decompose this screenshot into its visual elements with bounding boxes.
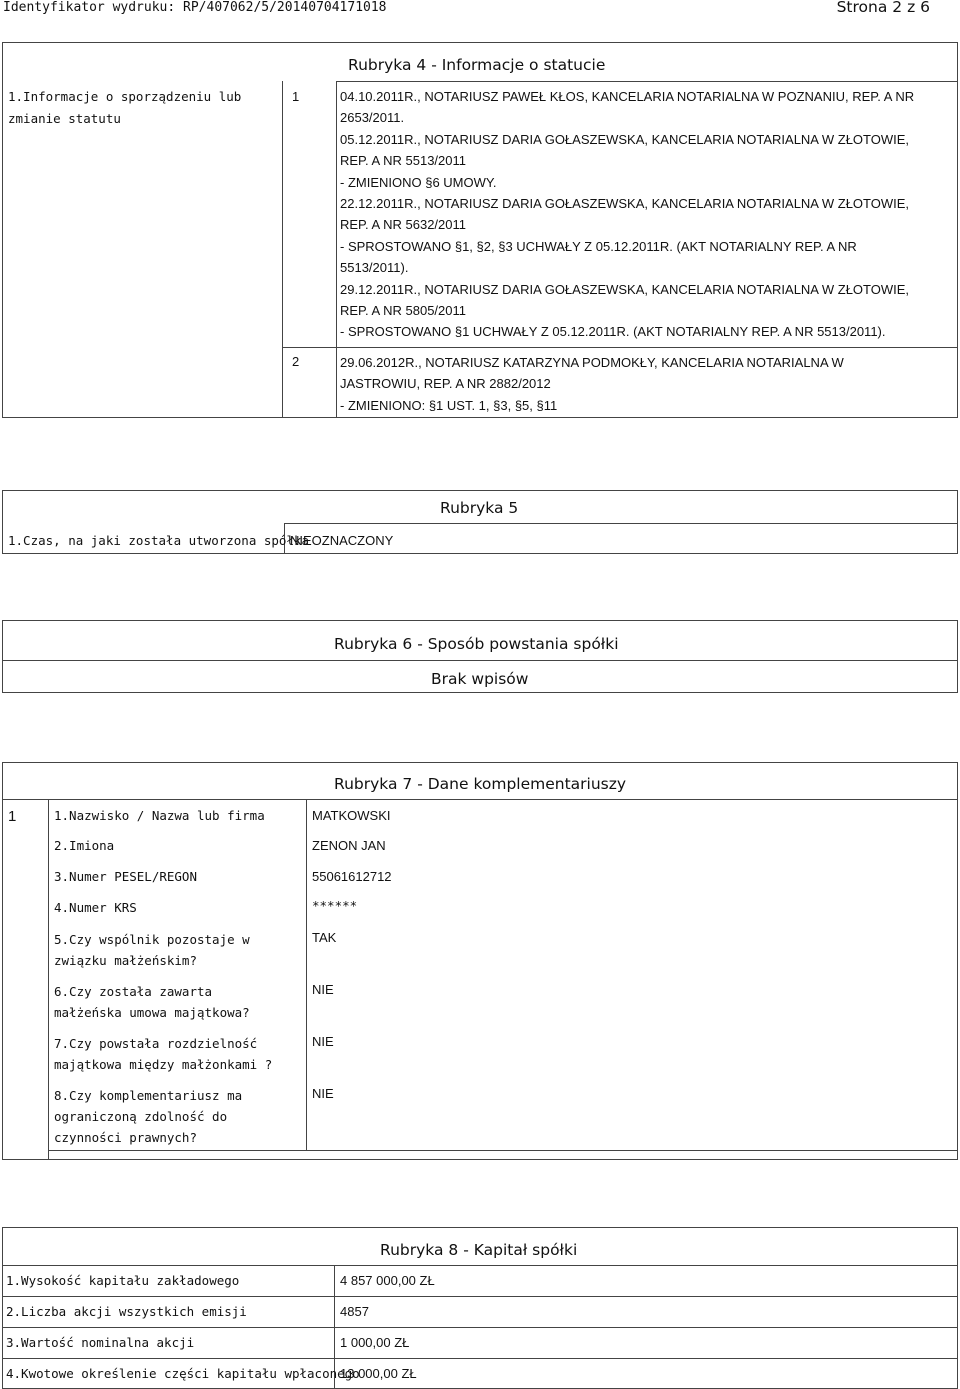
entry-line: - SPROSTOWANO §1, §2, §3 UCHWAŁY Z 05.12.2011R. (AKT NOTARIALNY REP. A NR bbox=[340, 239, 857, 254]
rubryka-8-title: Rubryka 8 - Kapitał spółki bbox=[380, 1241, 578, 1259]
field-value: ****** bbox=[312, 898, 358, 913]
entry-number-2: 2 bbox=[292, 354, 300, 369]
rubryka-7-title: Rubryka 7 - Dane komplementariuszy bbox=[334, 775, 627, 793]
rubryka-6-title: Rubryka 6 - Sposób powstania spółki bbox=[334, 635, 619, 653]
field-value: NIE bbox=[312, 982, 334, 997]
page-number: Strona 2 z 6 bbox=[836, 0, 930, 16]
field-label: 1.Nazwisko / Nazwa lub firma bbox=[54, 808, 265, 823]
print-identifier: Identyfikator wydruku: RP/407062/5/20140704171018 bbox=[3, 0, 387, 15]
entry-line: REP. A NR 5805/2011 bbox=[340, 303, 467, 318]
rubryka-4-title: Rubryka 4 - Informacje o statucie bbox=[348, 56, 606, 74]
field-value: ZENON JAN bbox=[312, 838, 386, 853]
entry-line: 22.12.2011R., NOTARIUSZ DARIA GOŁASZEWSKA, KANCELARIA NOTARIALNA W ZŁOTOWIE, bbox=[340, 196, 910, 211]
entry-line: 2653/2011. bbox=[340, 110, 405, 125]
entry-line: 29.06.2012R., NOTARIUSZ KATARZYNA PODMOKŁY, KANCELARIA NOTARIALNA W bbox=[340, 355, 844, 370]
field-label: 4.Numer KRS bbox=[54, 900, 137, 915]
entry-line: JASTROWIU, REP. A NR 2882/2012 bbox=[340, 376, 551, 391]
rubryka-5-label: 1.Czas, na jaki została utworzona spółka bbox=[8, 533, 310, 548]
entry-line: - SPROSTOWANO §1 UCHWAŁY Z 05.12.2011R. (AKT NOTARIALNY REP. A NR 5513/2011). bbox=[340, 324, 886, 339]
field-label: 7.Czy powstała rozdzielność majątkowa między małżonkami ? bbox=[54, 1036, 273, 1072]
entry-line: REP. A NR 5632/2011 bbox=[340, 217, 467, 232]
field-label: 6.Czy została zawarta małżeńska umowa majątkowa? bbox=[54, 984, 250, 1020]
field-value: MATKOWSKI bbox=[312, 808, 391, 823]
entry-line: 05.12.2011R., NOTARIUSZ DARIA GOŁASZEWSKA, KANCELARIA NOTARIALNA W ZŁOTOWIE, bbox=[340, 132, 910, 147]
entry-line: - ZMIENIONO: §1 UST. 1, §3, §5, §11 bbox=[340, 398, 558, 413]
capital-value: 1 000,00 ZŁ bbox=[340, 1335, 410, 1350]
capital-label: 4.Kwotowe określenie części kapitału wpłaconego bbox=[6, 1366, 360, 1381]
capital-label: 3.Wartość nominalna akcji bbox=[6, 1335, 195, 1350]
field-value: NIE bbox=[312, 1034, 334, 1049]
field-value: NIE bbox=[312, 1086, 334, 1101]
field-label: 3.Numer PESEL/REGON bbox=[54, 869, 197, 884]
capital-value: 4857 bbox=[340, 1304, 369, 1319]
rubryka-5-title: Rubryka 5 bbox=[440, 499, 519, 517]
field-label: 5.Czy wspólnik pozostaje w związku małżeńskim? bbox=[54, 932, 250, 968]
komplementariusz-number: 1 bbox=[8, 808, 17, 825]
capital-value: 13 000,00 ZŁ bbox=[340, 1366, 417, 1381]
field-value: TAK bbox=[312, 930, 337, 945]
entry-line: 5513/2011). bbox=[340, 260, 409, 275]
entry-line: 04.10.2011R., NOTARIUSZ PAWEŁ KŁOS, KANCELARIA NOTARIALNA W POZNANIU, REP. A NR bbox=[340, 89, 915, 104]
capital-label: 1.Wysokość kapitału zakładowego bbox=[6, 1273, 240, 1288]
field-label: 2.Imiona bbox=[54, 838, 115, 853]
rubryka-6-empty: Brak wpisów bbox=[431, 670, 529, 688]
field-value: 55061612712 bbox=[312, 869, 392, 884]
entry-line: - ZMIENIONO §6 UMOWY. bbox=[340, 175, 497, 190]
capital-value: 4 857 000,00 ZŁ bbox=[340, 1273, 435, 1288]
entry-line: 29.12.2011R., NOTARIUSZ DARIA GOŁASZEWSKA, KANCELARIA NOTARIALNA W ZŁOTOWIE, bbox=[340, 282, 910, 297]
rubryka-5-value: NIEOZNACZONY bbox=[290, 533, 394, 548]
field-label: 8.Czy komplementariusz ma ograniczoną zdolność do czynności prawnych? bbox=[54, 1088, 243, 1145]
entry-line: REP. A NR 5513/2011 bbox=[340, 153, 467, 168]
rubryka-4-label: 1.Informacje o sporządzeniu lub zmianie statutu bbox=[8, 89, 242, 126]
capital-label: 2.Liczba akcji wszystkich emisji bbox=[6, 1304, 247, 1319]
entry-number-1: 1 bbox=[292, 89, 300, 104]
